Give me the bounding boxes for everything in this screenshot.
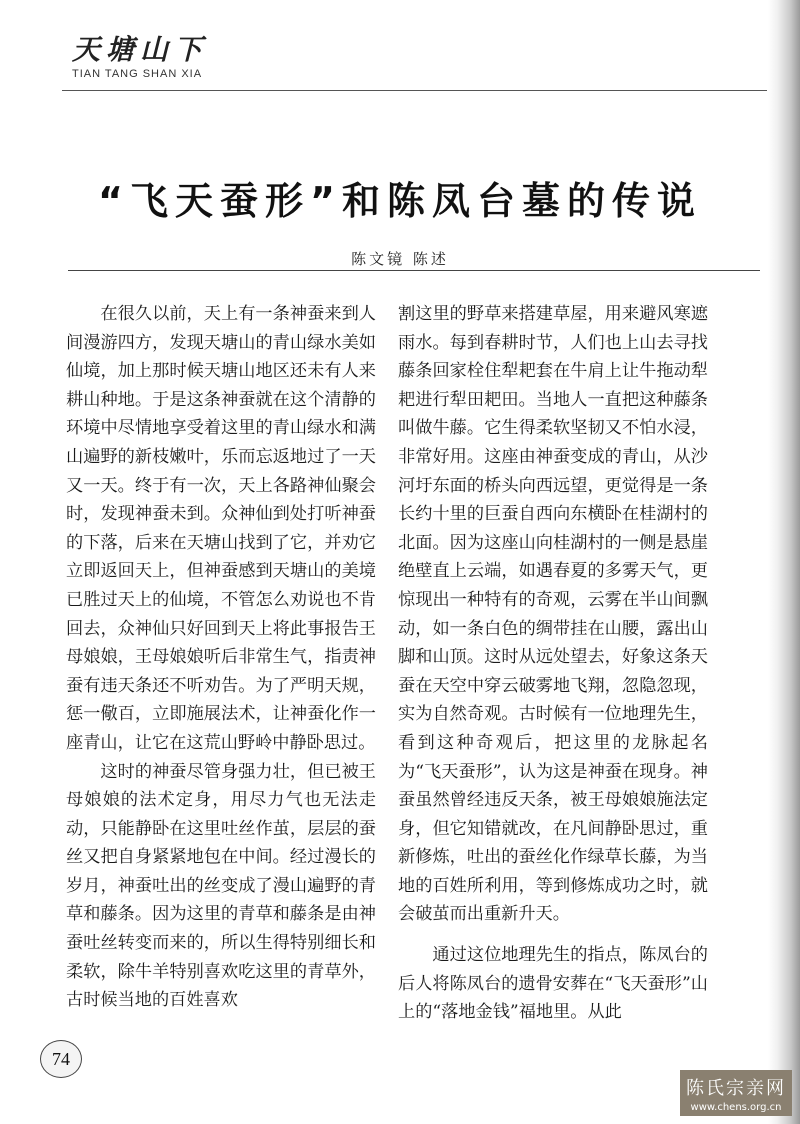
body-paragraph: 这时的神蚕尽管身强力壮，但已被王母娘娘的法术定身，用尽力气也无法走动，只能静卧在这里吐丝作茧，层层的蚕丝又把自身紧紧地包在中间。经过漫长的岁月，神蚕吐出的丝变成了漫山遍野的青草和藤条。因为这里的青草和藤条是由神蚕吐丝转变而来的，所以生得特别细长和柔软，除牛羊特别喜欢吃这里的青草外，古时候当地的百姓喜欢 — [66, 761, 376, 1011]
running-header — [62, 22, 767, 91]
watermark-text: 陈氏宗亲网 — [686, 1078, 786, 1099]
site-watermark — [680, 1070, 792, 1116]
text-column-right — [398, 300, 708, 1027]
body-paragraph: 割这里的野草来搭建草屋，用来避风寒遮雨水。每到春耕时节，人们也上山去寻找藤条回家栓住犁耙套在牛肩上让牛拖动犁耙进行犁田耙田。当地人一直把这种藤条叫做牛藤。它生得柔软坚韧又不怕水浸，非常好用。这座由神蚕变成的青山，从沙河圩东面的桥头向西远望，更觉得是一条长约十里的巨蚕自西向东横卧在桂湖村的北面。因为这座山向桂湖村的一侧是悬崖绝壁直上云端，如遇春夏的多雾天气，更惊现出一种特有的奇观，云雾在半山间飘动，如一条白色的绸带挂在山腰，露出山脚和山顶。这时从远处望去，好象这条天蚕在天空中穿云破雾地飞翔，忽隐忽现，实为自然奇观。古时候有一位地理先生，看到这种奇观后，把这里的龙脉起名为“飞天蚕形”，认为这是神蚕在现身。神蚕虽然曾经违反天条，被王母娘娘施法定身，但它知错就改，在凡间静卧思过，重新修炼，吐出的蚕丝化作绿草长藤，为当地的百姓所利用，等到修炼成功之时，就会破茧而出重新升天。 — [398, 304, 708, 925]
body-paragraph: 在很久以前，天上有一条神蚕来到人间漫游四方，发现天塘山的青山绿水美如仙境，加上那时候天塘山地区还未有人来耕山种地。于是这条神蚕就在这个清静的环境中尽情地享受着这里的青山绿水和满山遍野的新枝嫩叶，乐而忘返地过了一天又一天。终于有一次，天上各路神仙聚会时，发现神蚕未到。众神仙到处打听神蚕的下落，后来在天塘山找到了它，并劝它立即返回天上，但神蚕感到天塘山的美境已胜过天上的仙境，不管怎么劝说也不肯回去，众神仙只好回到天上将此事报告王母娘娘，王母娘娘听后非常生气，指责神蚕有违天条还不听劝告。为了严明天规，惩一儆百，立即施展法术，让神蚕化作一座青山，让它在这荒山野岭中静卧思过。 — [66, 304, 376, 753]
page-number: 74 — [52, 1048, 70, 1069]
text-column-left — [66, 300, 376, 1015]
paragraph-gap — [398, 929, 708, 941]
author-byline: 陈文镜 陈述 — [351, 250, 449, 268]
header-title: 天塘山下 — [72, 33, 209, 66]
page-number-badge — [40, 1040, 82, 1078]
article-title: “飞天蚕形”和陈凤台墓的传说 — [98, 179, 702, 223]
header-pinyin: TIAN TANG SHAN XIA — [72, 68, 203, 80]
byline-divider — [68, 270, 760, 271]
body-paragraph: 通过这位地理先生的指点，陈凤台的后人将陈凤台的遗骨安葬在“飞天蚕形”山上的“落地金钱”福地里。从此 — [398, 945, 708, 1023]
watermark-url: www.chens.org.cn — [690, 1102, 782, 1113]
page-edge-shadow — [768, 0, 800, 1124]
